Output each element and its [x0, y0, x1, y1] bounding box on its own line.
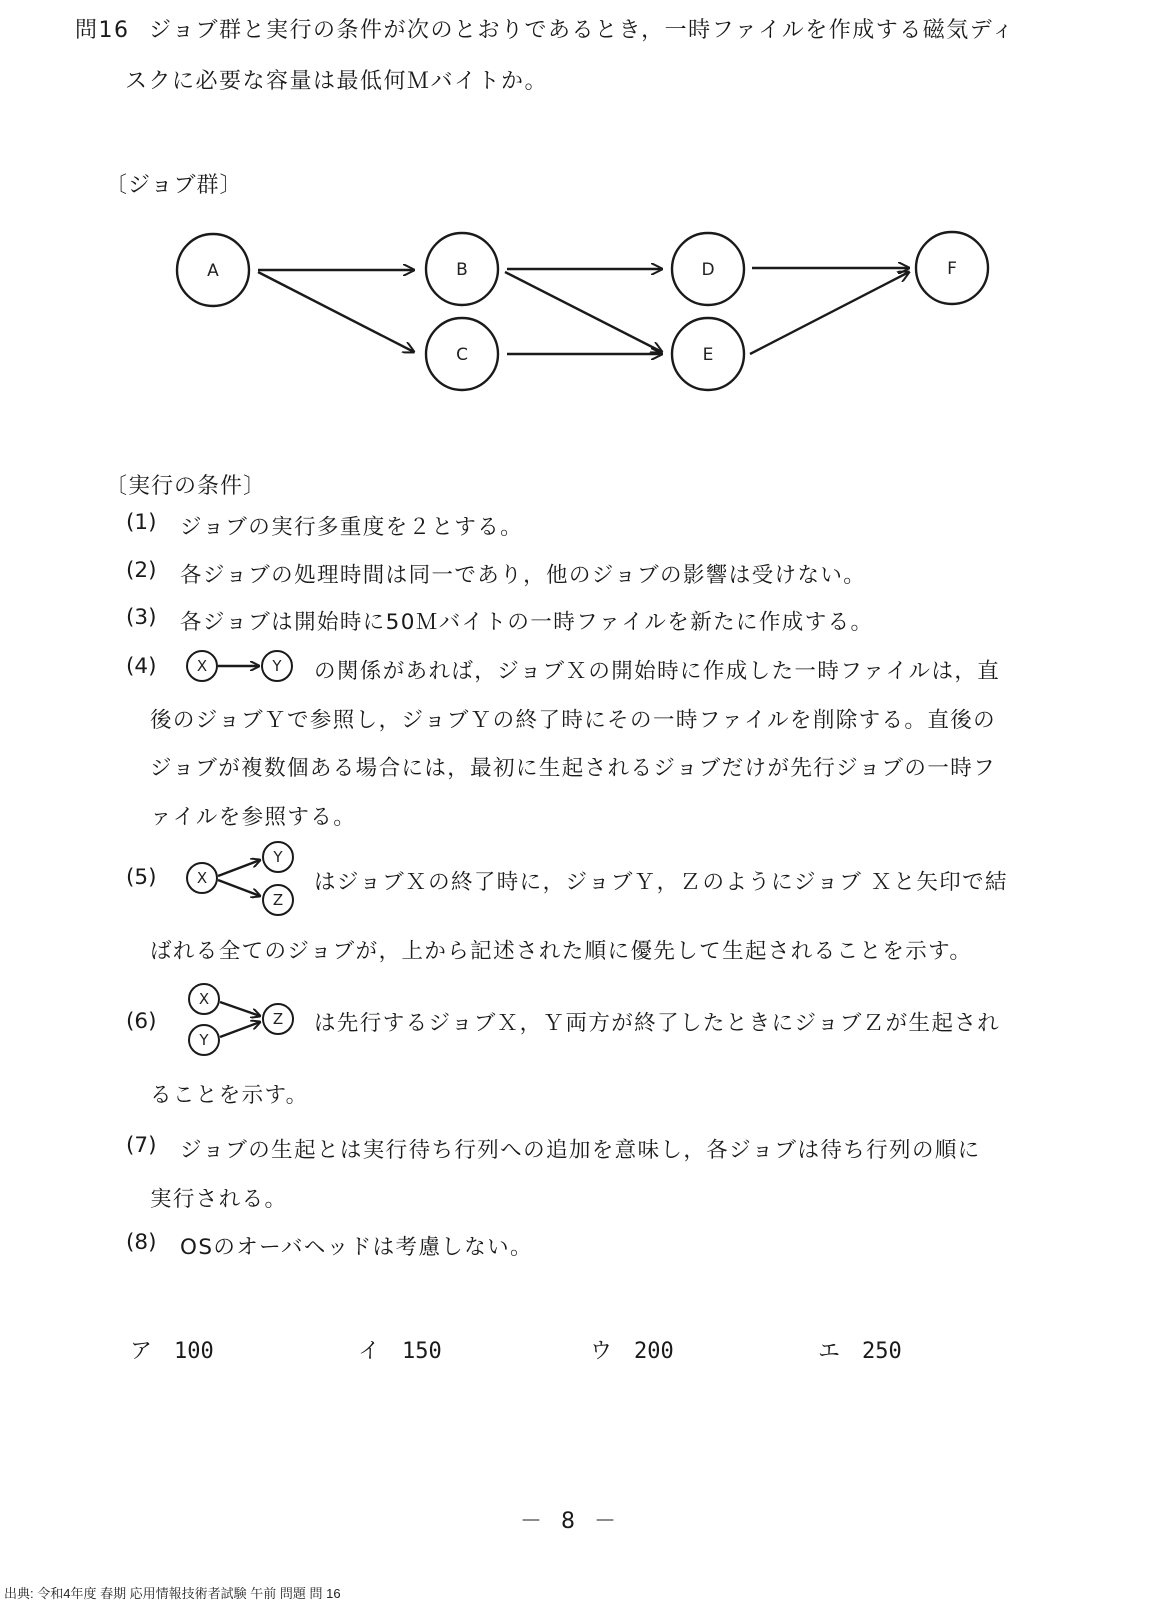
job-graph [0, 0, 1152, 420]
condition-4-line-2: 後のジョブＹで参照し，ジョブＹの終了時にその一時ファイルを削除する。直後の [150, 708, 997, 733]
condition-4-line-1: の関係があれば，ジョブＸの開始時に作成した一時ファイルは，直 [314, 659, 1001, 684]
merge-node-z-label: Z [272, 1010, 284, 1028]
conditions-heading: 〔実行の条件〕 [105, 474, 267, 499]
edge-a-c [258, 272, 414, 352]
branch-node-y-label: Y [273, 848, 283, 866]
condition-1-number: (1) [126, 510, 157, 535]
node-f-label: F [947, 259, 957, 279]
choice-u-value: 200 [634, 1339, 674, 1364]
question-text-line-2: スクに必要な容量は最低何Ｍバイトか。 [125, 69, 549, 94]
condition-8-number: (8) [126, 1230, 157, 1255]
condition-6-line-1: は先行するジョブＸ，Ｙ両方が終了したときにジョブＺが生起され [314, 1011, 1001, 1036]
diagram-xy-merge-z [180, 982, 305, 1062]
diagram-x-to-y [180, 646, 305, 686]
condition-5-line-1: はジョブＸの終了時に，ジョブＹ，Ｚのようにジョブ Ｘと矢印で結 [314, 870, 1008, 895]
merge-edge-y-z [220, 1022, 260, 1037]
choice-e-label: エ [818, 1339, 841, 1364]
choice-u[interactable] [590, 1334, 674, 1365]
condition-8-line-1: OSのオーバヘッドは考慮しない。 [180, 1235, 533, 1260]
merge-edge-x-z [220, 1002, 260, 1016]
mini-node-x-label: X [196, 657, 208, 675]
edge-e-f [750, 272, 909, 354]
node-e-label: E [702, 345, 714, 365]
branch-edge-x-z [218, 880, 260, 896]
choice-u-label: ウ [590, 1339, 613, 1364]
condition-5-line-2: ばれる全てのジョブが，上から記述された順に優先して生起されることを示す。 [150, 939, 973, 964]
condition-4-number: (4) [126, 654, 157, 679]
source-credit: 出典: 令和4年度 春期 応用情報技術者試験 午前 問題 問 16 [4, 1586, 341, 1601]
branch-edge-x-y [218, 860, 260, 876]
edge-b-e [505, 272, 662, 352]
choice-i-label: イ [358, 1339, 381, 1364]
mini-node-y-label: Y [272, 657, 282, 675]
merge-node-x-label: X [198, 990, 210, 1008]
branch-node-z-label: Z [272, 891, 284, 909]
choice-e-value: 250 [862, 1339, 902, 1364]
condition-4-line-3: ジョブが複数個ある場合には，最初に生起されるジョブだけが先行ジョブの一時フ [150, 756, 997, 781]
question-text-line-1: ジョブ群と実行の条件が次のとおりであるとき，一時ファイルを作成する磁気ディ [149, 18, 1015, 43]
condition-6-number: (6) [126, 1009, 157, 1034]
branch-node-x-label: X [196, 869, 208, 887]
condition-1-line-1: ジョブの実行多重度を２とする。 [180, 515, 524, 540]
condition-7-number: (7) [126, 1133, 157, 1158]
question-number: 問16 [75, 18, 130, 43]
condition-6-line-2: ることを示す。 [150, 1083, 309, 1108]
condition-7-line-2: 実行される。 [150, 1187, 288, 1212]
merge-node-y-label: Y [199, 1031, 209, 1049]
choice-i-value: 150 [402, 1339, 442, 1364]
choice-a-label: ア [130, 1339, 153, 1364]
condition-3-number: (3) [126, 605, 157, 630]
choice-e[interactable] [818, 1334, 902, 1365]
choice-i[interactable] [358, 1334, 442, 1365]
condition-4-line-4: ァイルを参照する。 [150, 805, 357, 830]
condition-5-number: (5) [126, 865, 157, 890]
page-number: － 8 － [520, 1509, 622, 1534]
job-group-heading: 〔ジョブ群〕 [105, 173, 243, 198]
condition-2-line-1: 各ジョブの処理時間は同一であり，他のジョブの影響は受けない。 [180, 563, 867, 588]
node-b-label: B [456, 260, 468, 280]
condition-3-line-1: 各ジョブは開始時に50Ｍバイトの一時ファイルを新たに作成する。 [180, 610, 874, 635]
node-c-label: C [456, 345, 468, 365]
condition-7-line-1: ジョブの生起とは実行待ち行列への追加を意味し，各ジョブは待ち行列の順に [180, 1138, 981, 1163]
choice-a[interactable] [130, 1334, 214, 1365]
node-a-label: A [207, 261, 219, 281]
diagram-x-branch-yz [180, 838, 305, 918]
condition-2-number: (2) [126, 558, 157, 583]
choice-a-value: 100 [174, 1339, 214, 1364]
node-d-label: D [701, 260, 715, 280]
